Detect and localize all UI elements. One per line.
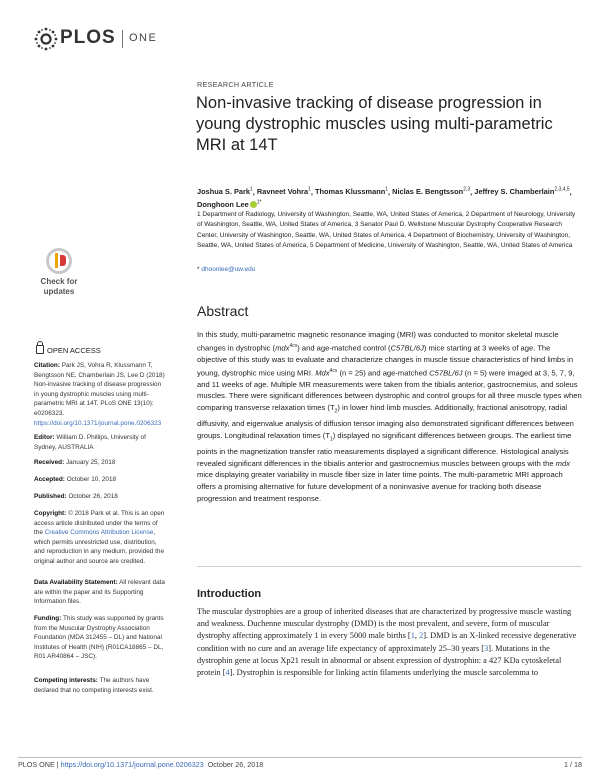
author-list: Joshua S. Park$^1$, Ravneet Vohra$^1$, Thomas Klussmann$^1$, Niclas E. Bengtsson$^{2,3}$, Jeffrey S. Chamberlain$^{2,3,4,5}$, Donghoon Lee $^{1*}$ — [197, 187, 572, 209]
citation-block: Citation: Park JS, Vohra R, Klussmann T, Bengtsson NE, Chamberlain JS, Lee D (2018) Non-invasive tracking of disease progression in young dystrophic muscles using multi-parametric MRI at 14T. PLoS ONE 13(10): e0206323. https://doi.org/10.1371/journal.pone.0206323 — [34, 362, 165, 427]
accepted-date: Accepted: October 10, 2018 — [34, 476, 117, 483]
author[interactable]: Joshua S. Park$^1$ — [197, 187, 253, 197]
email-link[interactable]: dhoonlee@uw.edu — [201, 266, 256, 273]
author[interactable]: Thomas Klussmann$^1$ — [315, 187, 389, 197]
copyright-block: Copyright: © 2018 Park et al. This is an open access article distributed under the terms of the Creative Commons Attribution License, which permits unrestricted use, distribution, and reproduction in any medium, provided the original author and source are credited. — [34, 510, 165, 565]
plos-logo — [34, 26, 174, 52]
competing-interests-block: Competing interests: The authors have declared that no competing interests exist. — [34, 677, 154, 694]
footer-divider — [18, 757, 582, 758]
page-number: 1 / 18 — [564, 760, 582, 769]
funding-block: Funding: This study was supported by grants from the Muscular Dystrophy Association Foundation (MDA 312455 – DL) and National Institutes of Health (NIH) (R01CA18865 – DL, R01 AR40864 – JSC). — [34, 615, 164, 661]
orcid-icon[interactable] — [250, 201, 257, 208]
crossmark-icon — [46, 248, 72, 274]
author[interactable]: Donghoon Lee $^{1*}$ — [197, 199, 262, 209]
check-for-updates-badge[interactable] — [38, 248, 80, 300]
affiliation: 3 Senator Paul D. Wellstone Muscular Dystrophy Cooperative Research Center, University of Washington, Seattle, WA, United States of America, — [197, 221, 563, 239]
affiliation: 5 Department of Medicine, University of Washington, Seattle, WA, United States of America — [309, 242, 573, 250]
editor-block: Editor: William D. Phillips, University of Sydney, AUSTRALIA — [34, 434, 146, 451]
logo-journal: ONE — [129, 32, 158, 44]
author[interactable]: Niclas E. Bengtsson$^{2,3}$ — [392, 187, 471, 197]
article-title: Non-invasive tracking of disease progression in young dystrophic muscles using multi-parametric MRI at 14T — [196, 94, 553, 154]
received-date: Received: January 25, 2018 — [34, 459, 116, 466]
citation-doi-link[interactable]: https://doi.org/10.1371/journal.pone.0206323 — [34, 419, 162, 427]
article-type: RESEARCH ARTICLE — [197, 80, 274, 89]
affiliation: 1 Department of Radiology, University of Washington, Seattle, WA, United States of America, — [197, 211, 464, 218]
crossmark-line1: Check for — [40, 277, 78, 286]
plos-logo-icon — [34, 27, 58, 51]
reference-link[interactable]: 3 — [484, 643, 489, 653]
logo-text: PLOS — [60, 27, 116, 48]
affiliation: 2 Department of Neurology, University of Washington, Seattle, WA, United States of America, — [197, 211, 576, 229]
page-footer: PLOS ONE | https://doi.org/10.1371/journal.pone.0206323 October 26, 2018 — [18, 760, 264, 769]
affiliations — [197, 210, 582, 252]
published-date: Published: October 26, 2018 — [34, 493, 118, 500]
open-access-label: OPEN ACCESS — [36, 344, 101, 355]
section-divider — [197, 566, 582, 567]
author[interactable]: Jeffrey S. Chamberlain$^{2,3,4,5}$ — [474, 187, 570, 197]
introduction-heading: Introduction — [197, 588, 262, 600]
license-link[interactable]: Creative Commons Attribution License — [44, 529, 154, 537]
crossmark-line2: updates — [43, 287, 75, 296]
corresponding-email: * dhoonlee@uw.edu — [197, 266, 256, 273]
author[interactable]: Ravneet Vohra$^1$ — [256, 187, 311, 197]
abstract-text: In this study, multi-parametric magnetic resonance imaging (MRI) was conducted to monitor skeletal muscle changes in dystrophic (mdx$^{4cv}$) and age-matched control (C57BL/6J) mice starting at 3 weeks of age. The objective of this study was to evaluate and characterize changes in muscle tissue characteristics of hind limbs in young, dystrophic mice using MRI. Mdx$^{4cv}$ (n = 25) and age-matched C57BL/6J (n = 5) were imaged at 3, 5, 7, 9, and 11 weeks of age. Multiple MR measurements were taken from the tibialis anterior, gastrocnemius, and soleus muscles. There were significant differences between dystrophic and control groups for all three muscle types when comparing transverse relaxation times $(T_2)$ in lower hind limb muscles. Additionally, fractional anisotropy, radial diffusivity, and eigenvalue analysis of diffusion tensor imaging also demonstrated significant differences between groups. Longitudinal relaxation times $(T_1)$ displayed no significant differences between groups. The earliest time points in the magnetization transfer ratio measurements displayed a significant difference. Histological analysis revealed significant differences in the tibialis anterior and gastrocnemius muscles between groups with the mdx mice displaying greater variability in muscle fiber size in later time points. The multi-parametric MRI approach offers a promising alternative for future development of a noninvasive avenue for tracking both disease progression and treatment response. — [197, 330, 582, 503]
footer-date: October 26, 2018 — [207, 760, 264, 769]
reference-link[interactable]: 2 — [419, 631, 424, 641]
data-availability-block: Data Availability Statement: All relevant data are within the paper and its Supporting Information files. — [34, 579, 165, 606]
footer-doi-link[interactable]: https://doi.org/10.1371/journal.pone.0206323 — [60, 760, 204, 769]
footer-journal: PLOS ONE — [18, 760, 55, 769]
affiliation: 4 Department of Biochemistry, University of Washington, Seattle, WA, United States of America, — [197, 231, 571, 250]
logo-divider — [122, 30, 123, 48]
introduction-text: The muscular dystrophies are a group of inherited diseases that are characterized by progressive muscle wasting and weakness. Duchenne muscular dystrophy (DMD) is the most prevalent, and severe, form of muscular dystrophy affecting approximately 1 in every 5000 male births [1, 2]. DMD is an X-linked recessive degenerative condition with no cure and an average life expectancy of approximately 25–30 years [3]. Mutations in the dystrophin gene at locus Xp21 result in abnormal or absent expression of dystrophin: a 427 KDa cytoskeletal protein [4]. Dystrophin is responsible for linking actin filaments underlying the muscle sarcolemma to — [197, 607, 577, 678]
reference-link[interactable]: 1 — [410, 631, 415, 641]
open-lock-icon — [36, 345, 44, 354]
abstract-heading: Abstract — [197, 303, 249, 319]
reference-link[interactable]: 4 — [225, 668, 230, 678]
